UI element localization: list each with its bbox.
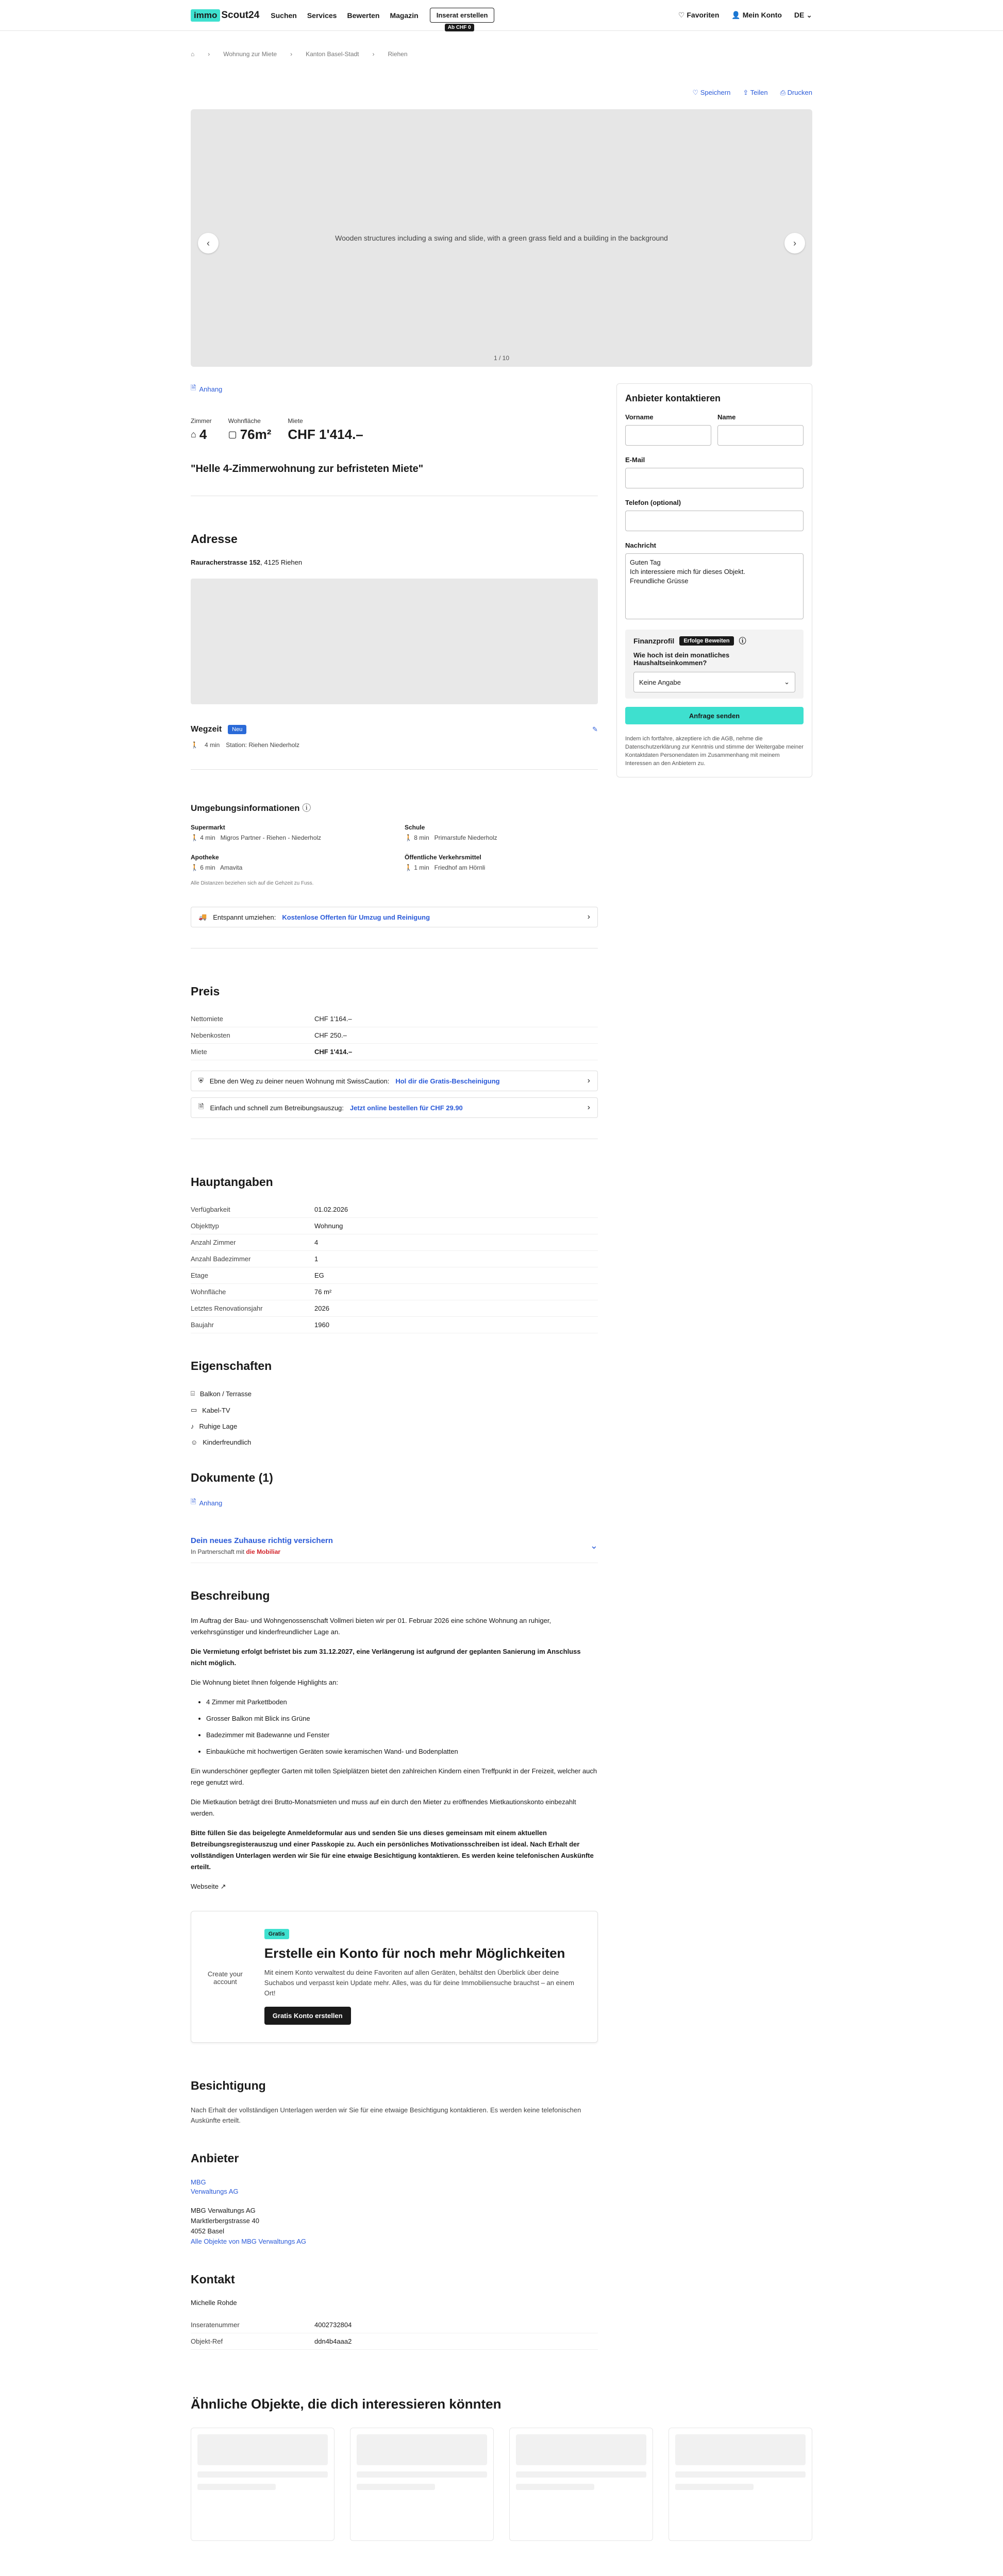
walk-icon: 🚶 — [191, 834, 200, 841]
nav-item-evaluate[interactable]: Bewerten — [347, 11, 380, 20]
contact-value: ddn4b4aaa2 — [314, 2337, 352, 2345]
phone-label: Telefon (optional) — [625, 499, 681, 506]
attachment-link[interactable] — [191, 383, 598, 395]
main-data-key: Wohnfläche — [191, 1288, 226, 1296]
firstname-label: Vorname — [625, 413, 654, 421]
price-key: Nettomiete — [191, 1015, 223, 1023]
finance-profile — [625, 630, 804, 699]
map[interactable] — [191, 579, 598, 704]
moving-offer-text: Entspannt umziehen: — [213, 913, 276, 921]
finance-profile-title: Finanzprofil — [633, 637, 675, 645]
address-heading: Adresse — [191, 532, 238, 546]
environment-group-title: Schule — [405, 824, 425, 831]
address-city: , 4125 Riehen — [260, 558, 303, 566]
image-gallery[interactable] — [191, 109, 812, 367]
environment-time: 8 min — [414, 834, 429, 841]
heart-icon: ♡ — [692, 89, 700, 96]
main-data-row — [191, 1267, 598, 1284]
similar-heading: Ähnliche Objekte, die dich interessieren könnten — [191, 2396, 501, 2412]
key-fact-value: 76m² — [240, 427, 272, 442]
debt-extract-text: Einfach und schnell zum Betreibungsauszug: — [210, 1104, 344, 1112]
edit-icon[interactable]: ✎ — [592, 725, 598, 733]
environment-time: 4 min — [200, 834, 215, 841]
swisscaution-text: Ebne den Weg zu deiner neuen Wohnung mit SwissCaution: — [209, 1077, 390, 1085]
provider-logo-line: MBG — [191, 2178, 206, 2186]
website-link[interactable]: Webseite — [191, 1883, 219, 1890]
share-icon: ⇪ — [743, 89, 750, 96]
provider-name: MBG Verwaltungs AG — [191, 2207, 256, 2214]
gallery-counter: 1 / 10 — [493, 354, 510, 362]
main-data-key: Baujahr — [191, 1321, 214, 1329]
truck-icon: 🚚 — [198, 913, 207, 921]
provider-logo-line: Verwaltungs AG — [191, 2188, 239, 2195]
main-data-row — [191, 1284, 598, 1300]
balcony-icon: ⌸ — [191, 1389, 195, 1397]
commute-time: 4 min — [204, 741, 220, 749]
visit-heading: Besichtigung — [191, 2079, 266, 2092]
swisscaution-bar[interactable] — [191, 1071, 598, 1091]
send-request-button[interactable]: Anfrage senden — [625, 707, 804, 724]
breadcrumb-item[interactable]: Kanton Basel-Stadt — [306, 50, 359, 58]
price-value: CHF 250.– — [314, 1031, 347, 1039]
moving-offer-link[interactable]: Kostenlose Offerten für Umzug und Reinigung — [282, 913, 430, 921]
main-data-row — [191, 1300, 598, 1317]
environment-place: Primarstufe Niederholz — [434, 834, 497, 841]
main-data-row — [191, 1234, 598, 1251]
main-data-value: EG — [314, 1272, 324, 1279]
insurance-sub: In Partnerschaft mit — [191, 1548, 245, 1555]
info-icon[interactable]: ⓘ — [739, 637, 746, 645]
commute-station: Station: Riehen Niederholz — [226, 741, 300, 749]
visit-text: Nach Erhalt der vollständigen Unterlagen werden wir Sie für eine etwaige Besichtigung kontaktieren. Es werden keine telefonischen Auskünfte erteilt. — [191, 2106, 581, 2124]
feature-label: Kabel-TV — [202, 1406, 230, 1414]
document-icon: 🗎 — [191, 384, 196, 392]
income-select-value: Keine Angabe — [639, 678, 681, 686]
user-icon: 👤 — [731, 11, 743, 19]
similar-listing-card[interactable] — [350, 2428, 494, 2541]
lastname-field[interactable] — [717, 425, 804, 446]
environment-place: Migros Partner - Riehen - Niederholz — [220, 834, 322, 841]
commute-row — [191, 725, 598, 734]
contact-row — [191, 2317, 598, 2333]
contact-form-heading: Anbieter kontaktieren — [625, 393, 721, 403]
main-data-value: 2026 — [314, 1304, 329, 1312]
lastname-label: Name — [717, 413, 736, 421]
fraud-protection — [0, 2541, 1003, 2576]
address-text — [191, 558, 598, 566]
insurance-accordion[interactable] — [191, 1529, 598, 1563]
main-nav — [271, 11, 418, 20]
contact-value: 4002732804 — [314, 2321, 352, 2329]
feature-label: Kinderfreundlich — [203, 1438, 252, 1446]
create-account-promo — [191, 1911, 598, 2043]
key-fact-value: 4 — [199, 427, 207, 442]
phone-field[interactable] — [625, 511, 804, 531]
key-fact-area — [228, 417, 272, 443]
child-icon: ☺ — [191, 1438, 198, 1446]
chevron-left-icon: ‹ — [207, 238, 210, 248]
commute-info — [191, 741, 598, 749]
main-data-key: Anzahl Badezimmer — [191, 1255, 251, 1263]
environment-place: Amavita — [220, 864, 243, 871]
message-label: Nachricht — [625, 541, 656, 549]
legal-notice: Indem ich fortfahre, akzeptiere ich die AGB, nehme die Datenschutzerklärung zur Kenntnis und stimme der Weitergabe meiner Kontaktdaten Personendaten im Zusammenhang mit meinem Interessen an den Anbietern zu. — [625, 736, 804, 767]
area-icon: ▢ — [228, 429, 237, 439]
nav-item-search[interactable]: Suchen — [271, 11, 297, 20]
contact-key: Objekt-Ref — [191, 2337, 223, 2345]
price-key: Miete — [191, 1048, 207, 1056]
chevron-down-icon: ⌄ — [784, 678, 790, 686]
commute-label: Wegzeit — [191, 725, 222, 734]
provider-all-listings-link[interactable]: Alle Objekte von MBG Verwaltungs AG — [191, 2238, 306, 2245]
key-facts — [191, 417, 598, 443]
main-data-key: Verfügbarkeit — [191, 1206, 230, 1213]
price-tag-badge: Ab CHF 0 — [445, 24, 474, 31]
share-label: Teilen — [750, 89, 768, 96]
walk-icon: 🚶 — [191, 741, 198, 749]
income-select[interactable] — [633, 672, 795, 692]
feature-label: Ruhige Lage — [199, 1422, 238, 1430]
description-list-item: • Grosser Balkon mit Blick ins Grüne — [206, 1713, 598, 1724]
feature-item — [191, 1418, 598, 1434]
moving-offer-bar[interactable] — [191, 907, 598, 927]
key-fact-label: Miete — [288, 417, 303, 425]
create-account-button[interactable]: Gratis Konto erstellen — [264, 2007, 351, 2025]
description-list-item: • 4 Zimmer mit Parkettboden — [206, 1697, 598, 1708]
price-value: CHF 1'414.– — [314, 1048, 353, 1056]
favorites-label: Favoriten — [687, 11, 720, 19]
main-data-row — [191, 1218, 598, 1234]
documents-heading: Dokumente (1) — [191, 1471, 273, 1484]
similar-listings — [0, 2396, 1003, 2541]
create-listing-button[interactable] — [430, 8, 495, 30]
walk-icon: 🚶 — [191, 864, 200, 871]
debt-extract-link[interactable]: Jetzt online bestellen für CHF 29.90 — [349, 1104, 463, 1112]
house-icon: ⌂ — [191, 429, 196, 439]
description-paragraph: Die Wohnung bietet Ihnen folgende Highlights an: — [191, 1679, 338, 1686]
listing-title: "Helle 4-Zimmerwohnung zur befristeten Miete" — [191, 463, 424, 474]
info-icon[interactable]: ⓘ — [302, 803, 311, 813]
message-field[interactable]: Guten Tag Ich interessiere mich für dieses Objekt. Freundliche Grüsse — [625, 553, 804, 619]
similar-listing-card[interactable] — [668, 2428, 812, 2541]
listing-main — [191, 377, 598, 2350]
main-data-value: 76 m² — [314, 1288, 332, 1296]
description-paragraph: Die Vermietung erfolgt befristet bis zum 31.12.2027, eine Verlängerung ist aufgrund der geplanten Sanierung im Anschluss nicht möglich. — [191, 1648, 581, 1667]
logo[interactable] — [191, 9, 259, 22]
environment-group-title: Supermarkt — [191, 824, 225, 831]
key-fact-value: CHF 1'414.– — [288, 427, 363, 442]
top-bar — [0, 0, 1003, 31]
description-paragraph: Im Auftrag der Bau- und Wohngenossenschaft Vollmeri bieten wir per 01. Februar 2026 eine schöne Wohnung an ruhiger, verkehrsgünstiger und kinderfreundlicher Lage an. — [191, 1617, 551, 1636]
main-data-value: Wohnung — [314, 1222, 343, 1230]
chevron-right-icon: › — [208, 50, 210, 58]
document-link[interactable] — [191, 1497, 598, 1509]
share-button[interactable] — [743, 89, 767, 97]
feature-label: Balkon / Terrasse — [199, 1389, 252, 1398]
provider-address — [191, 2206, 598, 2247]
insurance-title: Dein neues Zuhause richtig versichern — [191, 1536, 333, 1545]
income-question: Wie hoch ist dein monatliches Haushaltseinkommen? — [633, 651, 730, 667]
description-paragraph: Die Mietkaution beträgt drei Brutto-Monatsmieten und muss auf ein durch den Mieter zu eröffnendes Mietkautionskonto einbezahlt werden. — [191, 1798, 576, 1817]
chevron-right-icon: › — [587, 912, 590, 921]
print-button[interactable] — [780, 89, 812, 97]
walk-icon: 🚶 — [405, 834, 414, 841]
environment-heading — [191, 801, 598, 814]
contact-form — [616, 383, 812, 777]
logo-box: immo — [191, 9, 220, 22]
document-label: Anhang — [199, 1499, 223, 1507]
swisscaution-link[interactable]: Hol dir die Gratis-Bescheinigung — [395, 1077, 500, 1085]
promo-illustration-text: Create your account — [207, 1970, 243, 1986]
environment-group-title: Apotheke — [191, 854, 219, 861]
home-icon[interactable]: ⌂ — [191, 50, 195, 58]
main-data-heading: Hauptangaben — [191, 1175, 273, 1189]
save-button[interactable] — [692, 89, 730, 97]
environment-group-title: Öffentliche Verkehrsmittel — [405, 854, 481, 861]
chevron-down-icon: ⌄ — [804, 11, 812, 19]
nav-item-services[interactable]: Services — [307, 11, 337, 20]
provider-street: Marktlerbergstrasse 40 — [191, 2217, 259, 2225]
shield-icon: ⛨ — [198, 1077, 204, 1084]
address-street: Rauracherstrasse 152 — [191, 558, 261, 566]
price-heading: Preis — [191, 985, 220, 998]
price-key: Nebenkosten — [191, 1031, 230, 1039]
walk-icon: 🚶 — [405, 864, 414, 871]
contact-person: Michelle Rohde — [191, 2299, 237, 2307]
description-list-item: • Badezimmer mit Badewanne und Fenster — [206, 1730, 598, 1741]
printer-icon: ⎙ — [780, 89, 788, 96]
main-data-row — [191, 1317, 598, 1333]
price-row — [191, 1027, 598, 1044]
contact-heading: Kontakt — [191, 2273, 235, 2286]
key-fact-rooms — [191, 417, 212, 443]
price-value: CHF 1'164.– — [314, 1015, 352, 1023]
email-label: E-Mail — [625, 456, 645, 464]
provider-city: 4052 Basel — [191, 2227, 225, 2235]
contact-row — [191, 2333, 598, 2350]
environment-heading-text: Umgebungsinformationen — [191, 803, 300, 813]
document-icon: 🗎 — [198, 1103, 204, 1110]
feature-item — [191, 1385, 598, 1402]
environment-note: Alle Distanzen beziehen sich auf die Gehzeit zu Fuss. — [191, 880, 314, 886]
similar-listing-card[interactable] — [191, 2428, 335, 2541]
chevron-right-icon: › — [290, 50, 293, 58]
similar-listing-card[interactable] — [509, 2428, 653, 2541]
chevron-right-icon: › — [372, 50, 375, 58]
features-heading: Eigenschaften — [191, 1359, 272, 1372]
feature-item — [191, 1402, 598, 1418]
main-data-value: 4 — [314, 1239, 319, 1246]
main-data-value: 1 — [314, 1255, 319, 1263]
chevron-right-icon: › — [587, 1076, 590, 1085]
language-label: DE — [794, 11, 805, 19]
contact-key: Inseratenummer — [191, 2321, 240, 2329]
environment-place: Friedhof am Hörnli — [434, 864, 486, 871]
nav-item-magazine[interactable]: Magazin — [390, 11, 419, 20]
attachment-label: Anhang — [199, 385, 223, 393]
logo-text: Scout24 — [221, 9, 260, 21]
breadcrumb-item[interactable]: Wohnung zur Miete — [223, 50, 277, 58]
provider-heading: Anbieter — [191, 2151, 239, 2165]
description-heading: Beschreibung — [191, 1589, 270, 1602]
language-select[interactable] — [794, 11, 812, 20]
email-field[interactable] — [625, 468, 804, 488]
main-data-key: Anzahl Zimmer — [191, 1239, 236, 1246]
main-data-key: Objekttyp — [191, 1222, 219, 1230]
main-data-value: 1960 — [314, 1321, 329, 1329]
description-body — [191, 1615, 598, 1892]
heart-icon: ♡ — [678, 11, 687, 19]
main-data-key: Letztes Renovationsjahr — [191, 1304, 263, 1312]
description-list-item: • Einbauküche mit hochwertigen Geräten sowie keramischen Wand- und Bodenplatten — [206, 1746, 598, 1757]
firstname-field[interactable] — [625, 425, 711, 446]
environment-time: 6 min — [200, 864, 215, 871]
gallery-prev-button[interactable] — [198, 233, 219, 253]
gallery-next-button[interactable] — [784, 233, 805, 253]
debt-extract-bar[interactable] — [191, 1097, 598, 1118]
description-paragraph: Bitte füllen Sie das beigelegte Anmeldeformular aus und senden Sie uns dieses gemeinsam mit einem aktuellen Betreibungsregisterauszug und einer Passkopie zu. Auch ein persönliches Motivationsschreiben ist ideal. Nach Erhalt der vollständigen Unterlagen werden wir Sie für eine etwaige Besichtigung kontaktieren. Es werden keine telefonischen Auskünfte erteilt. — [191, 1829, 594, 1871]
print-label: Drucken — [787, 89, 812, 96]
mobiliar-logo: die Mobiliar — [246, 1548, 281, 1555]
create-listing-label: Inserat erstellen — [436, 11, 488, 19]
feature-item — [191, 1434, 598, 1450]
save-label: Speichern — [700, 89, 731, 96]
listing-actions — [0, 58, 1003, 97]
favorites-link[interactable] — [678, 11, 719, 20]
key-fact-label: Wohnfläche — [228, 417, 261, 425]
key-fact-label: Zimmer — [191, 417, 212, 425]
external-link-icon: ↗ — [220, 1883, 226, 1890]
chevron-right-icon: › — [793, 238, 796, 248]
account-link[interactable] — [731, 11, 782, 20]
promo-text: Mit einem Konto verwaltest du deine Favoriten auf allen Geräten, behältst den Überblick über deine Suchabos und verpasst kein Update mehr. Alles, was du für deine Immobiliensuche brauchst – an einem Ort! — [264, 1969, 575, 1997]
main-data-row — [191, 1201, 598, 1218]
breadcrumb-item[interactable]: Riehen — [388, 50, 408, 58]
description-paragraph: Ein wunderschöner gepflegter Garten mit tollen Spielplätzen bietet den zahlreichen Kindern einen Treffpunkt in der Freizeit, welcher auch rege genutzt wird. — [191, 1767, 597, 1786]
main-data-value: 01.02.2026 — [314, 1206, 348, 1213]
environment-group — [405, 854, 598, 871]
free-badge: Gratis — [264, 1929, 289, 1939]
environment-time: 1 min — [414, 864, 429, 871]
chevron-down-icon: ⌄ — [590, 1540, 598, 1551]
main-data-row — [191, 1251, 598, 1267]
new-badge: Neu — [228, 725, 246, 734]
chevron-right-icon: › — [587, 1103, 590, 1112]
environment-group — [191, 824, 384, 841]
price-row — [191, 1011, 598, 1027]
document-icon: 🗎 — [191, 1498, 196, 1505]
tv-icon: ▭ — [191, 1406, 197, 1414]
promo-title: Erstelle ein Konto für noch mehr Möglichkeiten — [264, 1945, 565, 1961]
price-row — [191, 1044, 598, 1060]
contact-sidebar — [616, 377, 812, 2350]
account-label: Mein Konto — [742, 11, 782, 19]
environment-grid — [191, 824, 598, 871]
quiet-icon: ♪ — [191, 1422, 194, 1430]
environment-group — [191, 854, 384, 871]
gallery-image-caption: Wooden structures including a swing and slide, with a green grass field and a building in the background — [335, 234, 668, 242]
environment-group — [405, 824, 598, 841]
key-fact-rent — [288, 417, 363, 443]
main-data-key: Etage — [191, 1272, 208, 1279]
provider-logo — [191, 2178, 598, 2196]
finance-profile-badge: Erfolge Beweiten — [679, 636, 733, 646]
breadcrumb — [0, 31, 1003, 58]
